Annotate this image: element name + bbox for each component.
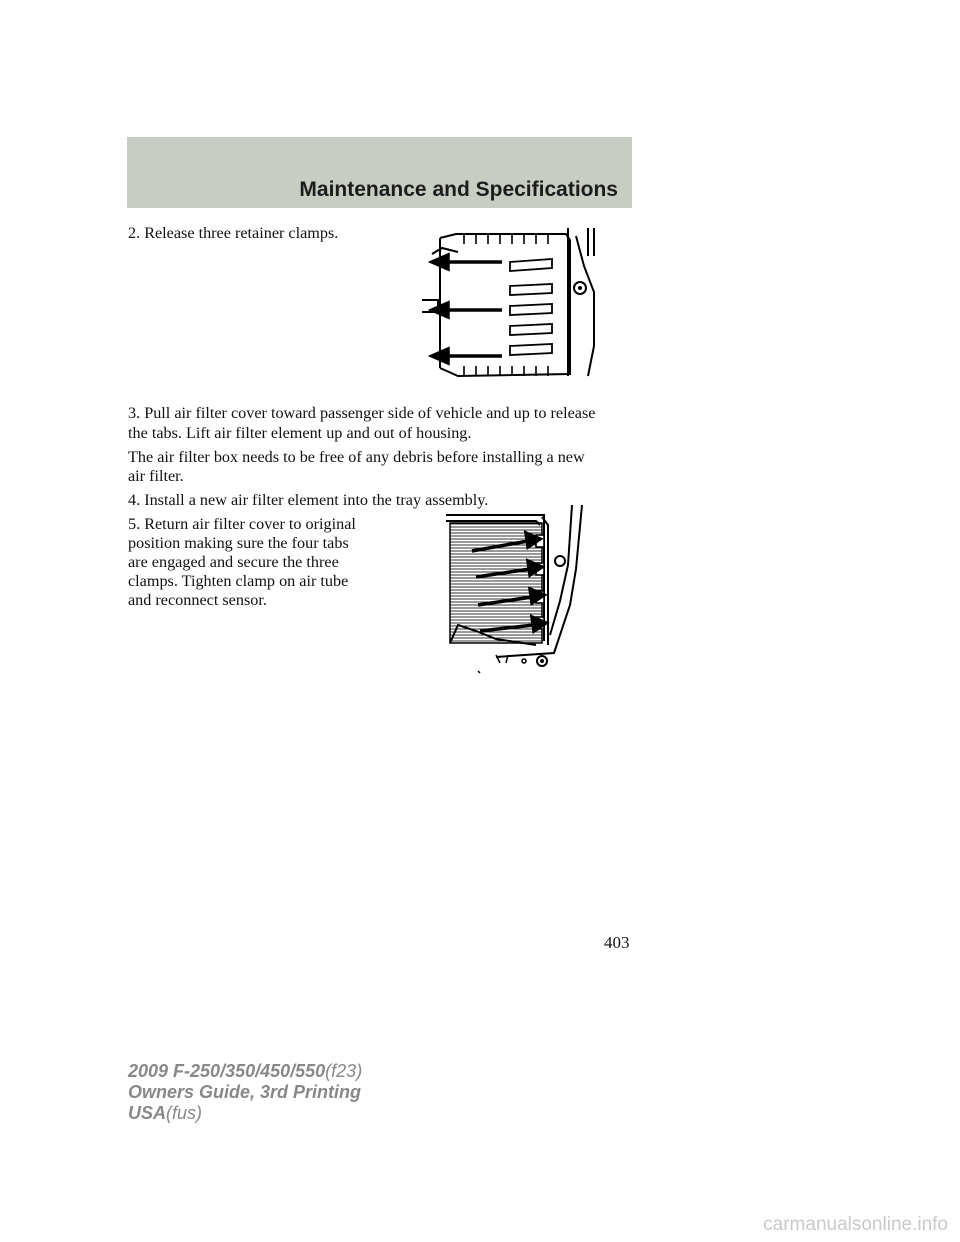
footer-market: USA xyxy=(128,1103,167,1123)
section-title: Maintenance and Specifications xyxy=(299,178,618,201)
note-line-1: The air filter box needs to be free of any debris before installing a new xyxy=(128,448,585,466)
step-5-line-2: position making sure the four tabs xyxy=(128,534,349,552)
step-5-line-4: clamps. Tighten clamp on air tube xyxy=(128,572,349,590)
step-2-text: 2. Release three retainer clamps. xyxy=(128,224,339,242)
note-line-2: air filter. xyxy=(128,467,184,485)
footer-line-1 xyxy=(128,1061,362,1082)
footer-publication-info xyxy=(128,1061,362,1124)
air-filter-cover-tabs-illustration xyxy=(436,505,616,677)
footer-model: 2009 F-250/350/450/550 xyxy=(128,1061,326,1081)
step-5-line-1: 5. Return air filter cover to original xyxy=(128,515,356,533)
air-filter-housing-clamps-illustration xyxy=(418,226,618,386)
footer-line-3 xyxy=(128,1103,362,1124)
footer-model-code: (f23) xyxy=(325,1061,363,1081)
step-4-text: 4. Install a new air filter element into the tray assembly. xyxy=(128,491,489,509)
step-5-line-3: are engaged and secure the three xyxy=(128,553,339,571)
section-header xyxy=(127,137,632,208)
step-3-line-2: the tabs. Lift air filter element up and out of housing. xyxy=(128,424,472,442)
step-5-line-5: and reconnect sensor. xyxy=(128,591,267,609)
footer-market-code: (fus) xyxy=(166,1103,203,1123)
step-3-line-1: 3. Pull air filter cover toward passenger side of vehicle and up to release xyxy=(128,404,596,422)
watermark: carmanualsonline.info xyxy=(763,1214,948,1235)
page-number: 403 xyxy=(604,933,630,952)
footer-line-2: Owners Guide, 3rd Printing xyxy=(128,1082,362,1102)
